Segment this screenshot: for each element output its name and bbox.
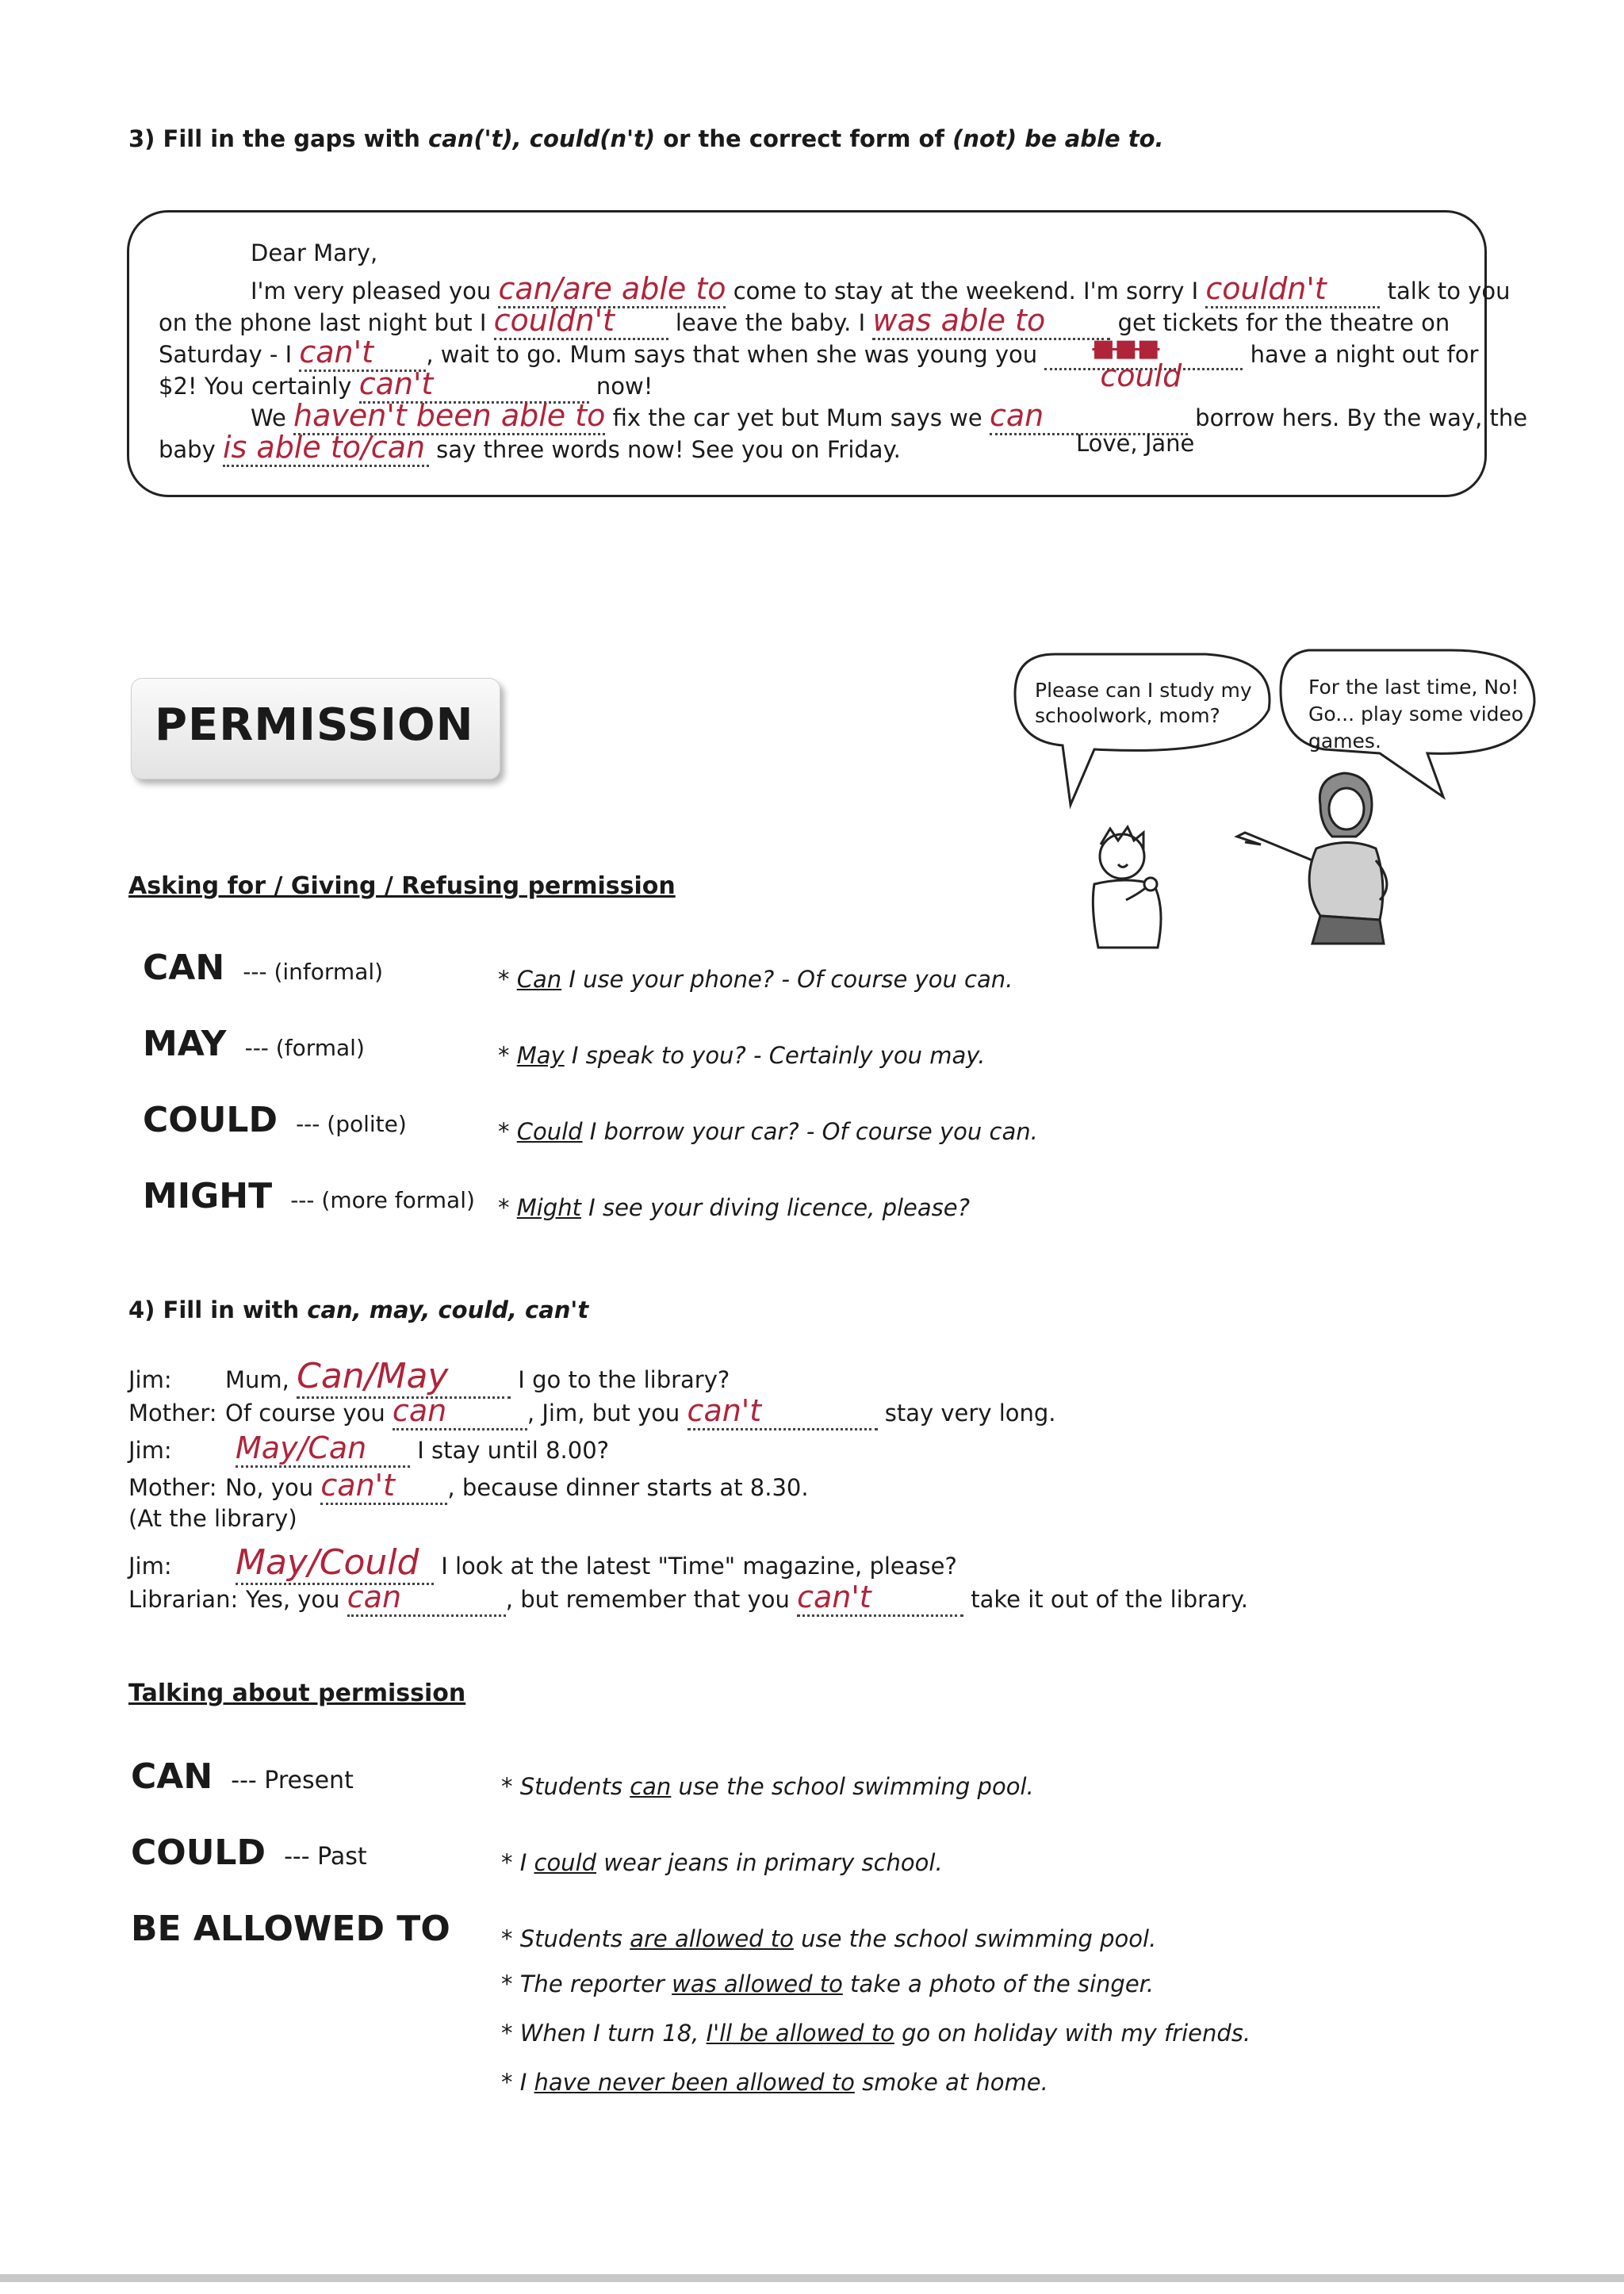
letter-line-4: $2! You certainly can't now!: [159, 366, 653, 404]
mom-figure: [1237, 773, 1387, 944]
modal-word: MIGHT: [143, 1176, 273, 1216]
dialog-line-jim-3: Jim: May/Could I look at the latest "Time" magazine, please?: [128, 1542, 957, 1585]
example-might: * Might I see your diving licence, please?: [498, 1194, 971, 1221]
talk-example-could: * I could wear jeans in primary school.: [501, 1849, 943, 1876]
example-could: * Could I borrow your car? - Of course you can.: [498, 1118, 1038, 1145]
modal-row-can: [143, 948, 383, 988]
answer-blank[interactable]: Can/May: [297, 1356, 511, 1399]
talk-row-could: COULD --- Past: [131, 1833, 367, 1873]
answer-blank[interactable]: can: [393, 1393, 527, 1430]
talk-example-allowed-4: * I have never been allowed to smoke at home.: [501, 2069, 1048, 2096]
answer-blank[interactable]: can/are able to: [498, 271, 726, 308]
instruction-keywords: (not) be able to.: [952, 125, 1164, 152]
answer-blank[interactable]: can't: [299, 335, 426, 372]
modal-register: --- (informal): [243, 959, 384, 985]
dialog-line-jim-1: Jim: Mum, Can/May I go to the library?: [128, 1356, 730, 1399]
child-figure: [1093, 827, 1161, 948]
instruction-text: or the correct form of: [655, 125, 953, 152]
answer-blank[interactable]: can: [990, 398, 1188, 435]
correction-answer: could: [1100, 358, 1182, 393]
modal-word: MAY: [143, 1024, 227, 1064]
modal-row-might: [143, 1176, 475, 1216]
talk-example-allowed-2: * The reporter was allowed to take a photo of the singer.: [501, 1970, 1155, 1997]
modal-register: --- (polite): [296, 1111, 407, 1137]
modal-register: --- (formal): [244, 1035, 365, 1061]
dialog-line-mother-1: Mother: Of course you can , Jim, but you can't stay very long.: [128, 1393, 1056, 1430]
modal-register: --- (more formal): [290, 1187, 475, 1213]
dialog-line-librarian: Librarian: Yes, you can , but remember that you can't take it out of the library.: [128, 1580, 1248, 1617]
letter-line-2: on the phone last night but I couldn't leave the baby. I was able to get tickets for the theatre on: [159, 303, 1450, 340]
answer-blank[interactable]: May/Can: [236, 1430, 410, 1468]
answer-blank[interactable]: haven't been able to: [293, 398, 605, 435]
example-may: * May I speak to you? - Certainly you may.: [498, 1042, 986, 1069]
child-speech-bubble: [1015, 654, 1270, 805]
talk-row-be-allowed-to: BE ALLOWED TO: [131, 1909, 450, 1949]
letter-line-6: baby is able to/can say three words now! See you on Friday.: [159, 430, 901, 467]
talk-row-can: CAN --- Present: [131, 1756, 354, 1797]
letter-line-5: We haven't been able to fix the car yet but Mum says we can borrow hers. By the way, the: [251, 398, 1527, 435]
exercise-4-title: 4) Fill in with can, may, could, can't: [128, 1296, 589, 1323]
letter-greeting: Dear Mary,: [251, 239, 378, 266]
example-can: * Can I use your phone? - Of course you can.: [498, 966, 1013, 993]
mom-speech-text: For the last time, No! Go... play some video games.: [1308, 676, 1524, 753]
answer-blank[interactable]: is able to/can: [223, 430, 429, 467]
talk-example-allowed-1: * Students are allowed to use the school swimming pool.: [501, 1925, 1157, 1952]
modal-word: COULD: [143, 1100, 278, 1140]
instruction-text: 3) Fill in the gaps with: [128, 125, 428, 152]
letter-line-1: I'm very pleased you can/are able to come to stay at the weekend. I'm sorry I couldn't talk to you: [251, 271, 1510, 308]
answer-blank[interactable]: can: [347, 1580, 506, 1617]
exercise-3-title: [128, 125, 1164, 152]
page-footer-bar: [0, 2274, 1624, 2282]
answer-blank[interactable]: can't: [359, 366, 589, 404]
answer-blank[interactable]: couldn't: [494, 303, 668, 340]
answer-blank[interactable]: couldn't: [1205, 271, 1380, 308]
answer-blank[interactable]: can't: [320, 1468, 447, 1505]
dialog-line-mother-2: Mother: No, you can't , because dinner starts at 8.30.: [128, 1468, 809, 1505]
permission-heading: PERMISSION: [155, 699, 474, 751]
answer-blank[interactable]: can't: [797, 1580, 963, 1617]
answer-blank[interactable]: can't: [688, 1393, 878, 1430]
letter-signoff: Love, Jane: [1076, 430, 1195, 457]
modal-word: CAN: [143, 948, 225, 988]
dialog-context: (At the library): [128, 1505, 297, 1532]
letter-line-3: Saturday - I can't , wait to go. Mum says that when she was young you ■■■ could have a night out for: [159, 335, 1479, 393]
dialog-line-jim-2: Jim: May/Can I stay until 8.00?: [128, 1430, 609, 1468]
child-speech-text: Please can I study my schoolwork, mom?: [1035, 679, 1252, 727]
talking-permission-title: Talking about permission: [128, 1679, 466, 1707]
answer-blank[interactable]: ■■■ could: [1044, 341, 1243, 370]
answer-blank[interactable]: was able to: [872, 303, 1110, 340]
talk-example-allowed-3: * When I turn 18, I'll be allowed to go on holiday with my friends.: [501, 2020, 1251, 2047]
modal-row-could: [143, 1100, 407, 1140]
asking-permission-title: Asking for / Giving / Refusing permission: [128, 872, 676, 900]
talk-example-can: * Students can use the school swimming pool.: [501, 1773, 1034, 1800]
modal-row-may: [143, 1024, 365, 1064]
answer-blank[interactable]: May/Could: [236, 1542, 434, 1585]
instruction-keywords: can('t), could(n't): [428, 125, 656, 152]
